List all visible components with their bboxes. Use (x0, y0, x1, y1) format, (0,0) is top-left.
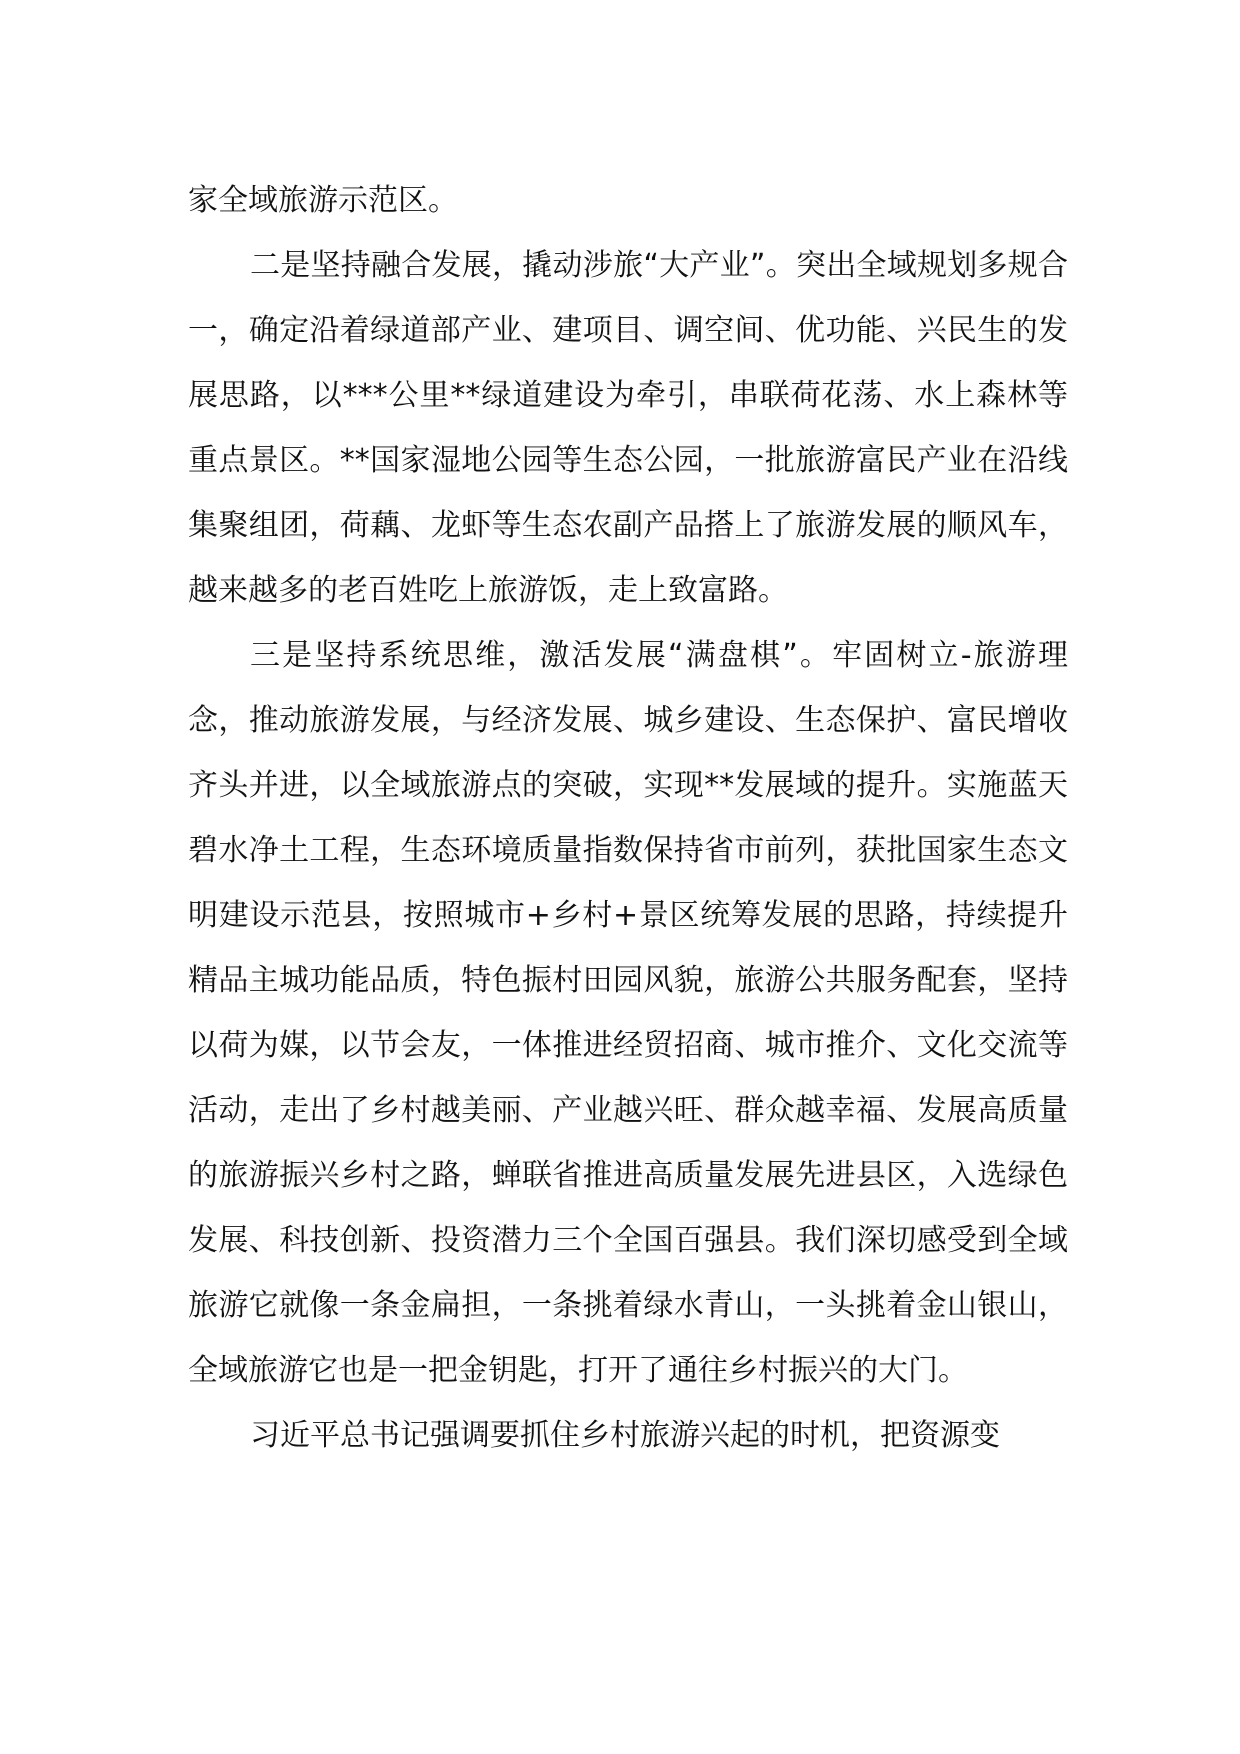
body-text (188, 168, 1068, 1468)
paragraph-continuation: 家全域旅游示范区。 (188, 183, 458, 218)
paragraph-rural-tourism: 习近平总书记强调要抓住乡村旅游兴起的时机，把资源变 (250, 1418, 1000, 1453)
paragraph-systems-thinking: 三是坚持系统思维，激活发展“满盘棋”。牢固树立-旅游理念，推动旅游发展，与经济发展、城乡建设、生态保护、富民增收齐头并进，以全域旅游点的突破，实现**发展域的提升。实施蓝天碧水净土工程，生态环境质量指数保持省市前列，获批国家生态文明建设示范县，按照城市+乡村+景区统筹发展的思路，持续提升精品主城功能品质，特色振村田园风貌，旅游公共服务配套，坚持以荷为媒，以节会友，一体推进经贸招商、城市推介、文化交流等活动，走出了乡村越美丽、产业越兴旺、群众越幸福、发展高质量的旅游振兴乡村之路，蝉联省推进高质量发展先进县区，入选绿色发展、科技创新、投资潜力三个全国百强县。我们深切感受到全域旅游它就像一条金扁担，一条挑着绿水青山，一头挑着金山银山，全域旅游它也是一把金钥匙，打开了通往乡村振兴的大门。 (188, 638, 1068, 1388)
paragraph-integration-development: 二是坚持融合发展，撬动涉旅“大产业”。突出全域规划多规合一，确定沿着绿道部产业、建项目、调空间、优功能、兴民生的发展思路，以***公里**绿道建设为牵引，串联荷花荡、水上森林等重点景区。**国家湿地公园等生态公园，一批旅游富民产业在沿线集聚组团，荷藕、龙虾等生态农副产品搭上了旅游发展的顺风车，越来越多的老百姓吃上旅游饭，走上致富路。 (188, 248, 1068, 608)
